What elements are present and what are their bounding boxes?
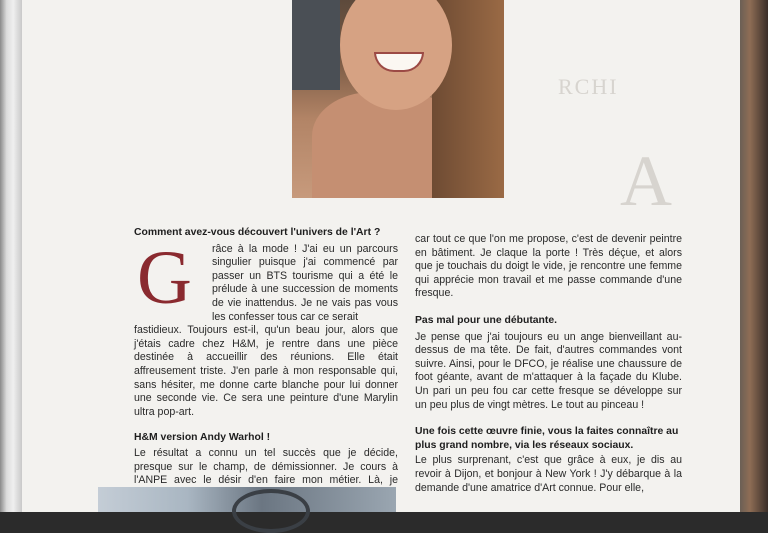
section-heading-hm: H&M version Andy Warhol ! [134,432,271,444]
section-paragraph-social: Le plus surprenant, c'est que grâce à eux, je dis au revoir à Dijon, et bonjour à New York ! J'y débarque à la demande d'une amatrice d'Art connue. Pour elle, [415,454,682,494]
faded-heading-fragment: RCHI [558,74,619,99]
section-heading-debutante: Pas mal pour une débutante. [415,314,558,326]
right-column [415,233,682,495]
section-paragraph-hm: Le résultat a connu un tel succès que je décide, presque sur le champ, de démissionner. Je cours à l'ANPE avec le désir d'en faire mon métier. Là, je [134,446,398,487]
page-edge-right [740,0,768,512]
intro-paragraph-indented: râce à la mode ! J'ai eu un parcours singulier puisque j'ai commencé par passer un BTS tourisme qui a été le prélude à une succession de moments de vie inattendus. Je ne vais pas vous les confesser tous car ce serait [212,242,398,323]
faded-big-letter: A [620,141,672,221]
intro-paragraph: fastidieux. Toujours est-il, qu'un beau jour, alors que j'étais cadre chez H&M, je rentre dans une pièce destinée à accueillir des réunions. Elle était affreusement triste. J'en parle à mon responsable qui, sans hésiter, me donne carte blanche pour lui donner une seconde vie. Ce sera une peinture d'une Marylin ultra pop-art. [134,324,398,418]
portrait-photo [292,0,504,198]
question-heading: Comment avez-vous découvert l'univers de l'Art ? [134,227,381,238]
drop-cap-letter: G [137,236,192,320]
magazine-page [22,0,740,512]
sculpture-ring-shape [232,489,310,533]
section-paragraph-debutante: Je pense que j'ai toujours eu un ange bienveillant au-dessus de ma tête. De fait, d'autres commandes vont suivre. Ainsi, pour le DFCO, je réalise une chaussure de foot géante, avant de m'attaquer à la façade du Klube. Un pari un peu fou car cette fresque se développe sur un peu plus de vingt mètres. Le tout au pinceau ! [415,330,682,411]
continued-paragraph: car tout ce que l'on me propose, c'est de devenir peintre en bâtiment. Je claque la porte ! Très déçue, et alors que je touchais du doigt le vide, je rencontre une femme qui apprécie mon travail et me passe commande d'une fresque. [415,233,682,300]
question-heading-social: Une fois cette œuvre finie, vous la faites connaître au plus grand nombre, via les réseaux sociaux. [415,426,679,451]
page-edge-left [0,0,22,512]
